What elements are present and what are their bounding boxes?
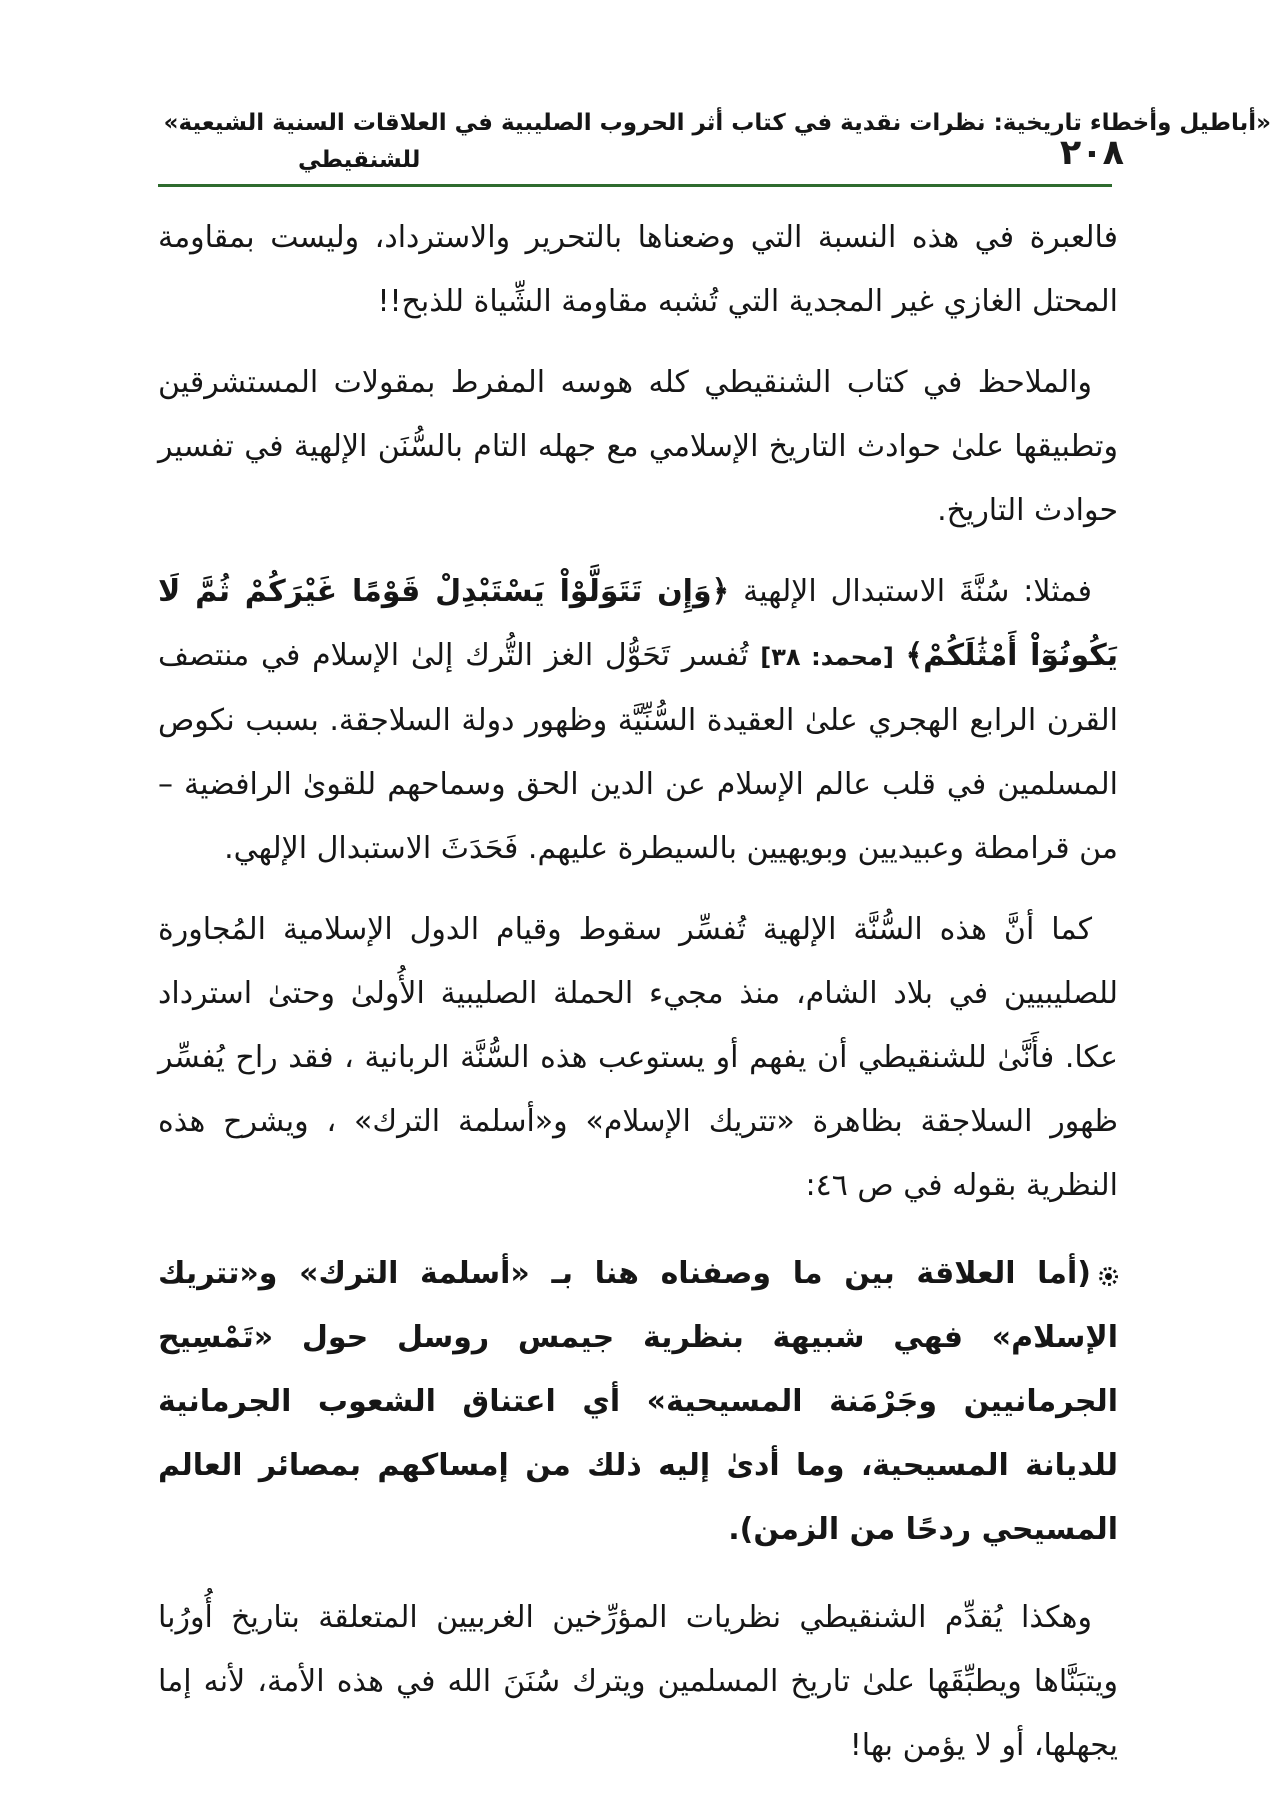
paragraph-divine-substitution [158,560,1118,881]
page-body [158,206,1118,1795]
quran-verse: ﴿وَإِن تَتَوَلَّوْاْ يَسْتَبْدِلْ قَوْمًا غَيْرَكُمْ ثُمَّ لَا يَكُونُوٓاْ أَمْثَٰلَكُمْ﴾ [158,574,1118,673]
paragraph-text-after-verse: تُفسر تَحَوُّل الغز التُّرك إلىٰ الإسلام في منتصف القرن الرابع الهجري علىٰ العقيدة السُّنِّيَّة وظهور دولة السلاجقة. بسبب نكوص المسلمين في قلب عالم الإسلام عن الدين الحق وسماحهم للقوىٰ الرافضية – من قرامطة وعبيديين وبويهيين بالسيطرة عليهم. فَحَدَثَ الاستبدال الإلهي. [158,638,1118,866]
paragraph-observation: والملاحظ في كتاب الشنقيطي كله هوسه المفرط بمقولات المستشرقين وتطبيقها علىٰ حوادث التاريخ الإسلامي مع جهله التام بالسُّنَن الإلهية في تفسير حوادث التاريخ. [158,365,1118,528]
quoted-passage-text: (أما العلاقة بين ما وصفناه هنا بـ «أسلمة الترك» و«تتريك الإسلام» فهي شبيهة بنظرية جيمس روسل حول «تَمْسِيح الجرمانيين وجَرْمَنة المسيحية» أي اعتناق الشعوب الجرمانية للديانة المسيحية، وما أدىٰ إليه ذلك من إمساكهم بمصائر العالم المسيحي ردحًا من الزمن). [158,1256,1118,1547]
page-number: ٢٠٨ [1059,133,1124,173]
paragraph-resistance: فالعبرة في هذه النسبة التي وضعناها بالتحرير والاسترداد، وليست بمقاومة المحتل الغازي غير المجدية التي تُشبه مقاومة الشِّياة للذبح!! [158,220,1118,319]
quote-bullet-icon [1099,1267,1118,1286]
verse-reference: [محمد: ٣٨] [760,643,894,671]
running-title: «أباطيل وأخطاء تاريخية: نظرات نقدية في كتاب أثر الحروب الصليبية في العلاقات السنية الشيعية» [163,110,1271,136]
running-title-author: للشنقيطي [298,147,421,173]
paragraph-sunnah-explains: كما أنَّ هذه السُّنَّة الإلهية تُفسِّر سقوط وقيام الدول الإسلامية المُجاورة للصليبيين في بلاد الشام، منذ مجيء الحملة الصليبية الأُولىٰ وحتىٰ استرداد عكا. فأَنَّىٰ للشنقيطي أن يفهم أو يستوعب هذه السُّنَّة الربانية ، فقد راح يُفسِّر ظهور السلاجقة بظاهرة «تتريك الإسلام» و«أسلمة الترك» ، ويشرح هذه النظرية بقوله في ص ٤٦: [158,912,1118,1203]
header-rule-divider [158,184,1112,187]
quoted-passage [158,1242,1118,1562]
paragraph-conclusion: وهكذا يُقدِّم الشنقيطي نظريات المؤرِّخين الغربيين المتعلقة بتاريخ أُورُبا ويتبَنَّاها ويطبِّقَها علىٰ تاريخ المسلمين ويترك سُنَنَ الله في هذه الأمة، لأنه إما يجهلها، أو لا يؤمن بها! [158,1600,1118,1763]
paragraph-text-before-verse: فمثلا: سُنَّةَ الاستبدال الإلهية [729,574,1092,609]
